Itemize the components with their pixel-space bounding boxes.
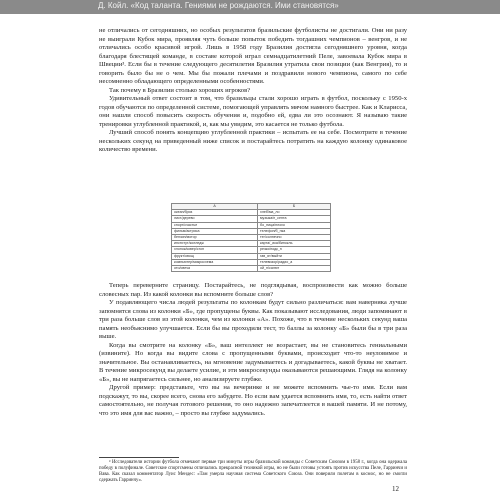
column-a-header: A (172, 204, 258, 210)
cell-b: резко/подк_п (258, 247, 331, 253)
cell-b: хлеб/ма_ло (258, 210, 331, 216)
page-header-bar (0, 0, 500, 14)
cell-b: ой_н/салют (258, 266, 331, 272)
table-row (172, 266, 331, 272)
paragraph: Лучший способ понять концепцию углубленной практики – испытать ее на себе. Посмотрите в течение нескольких секунд на приведенный ниже список и постарайтесь потратить на каждую колонку одинаковое количество времени. (99, 129, 407, 153)
cell-a: компьютер/микросхема (172, 259, 258, 265)
cell-a: институт/колледж (172, 241, 258, 247)
cell-a: фрукт/овощ (172, 253, 258, 259)
paragraph: Удивительный ответ состоит в том, что бразильцы стали хорошо играть в футбол, поскольку с 1950-х годов обучаются по определенной системе, помогающей управлять мячом намного быстрее. Как и Кларисса, они нашли способ повысить скорость обучения и, подобно ей, едва ли это осознают. Я называю такие тренировки углубленной практикой, и, как мы увидим, это касается не только футбола. (99, 95, 407, 128)
paragraph: Другой пример: представьте, что вы на вечеринке и не можете вспомнить чье-то имя. Если вам подскажут, то вы, скорее всего, снова его забудете. Но если вам удается вспомнить имя, то, есть найти ответ самостоятельно, не получая готового решения, то оно надежно запечатлеется в вашей памяти. И не потому, что это имя для вас важно, – просто вы глубже задумались. (99, 384, 407, 417)
cell-b: бо_ница/плохо (258, 222, 331, 228)
column-b-header: Б (258, 204, 331, 210)
cell-b: телефон/б_нка (258, 228, 331, 234)
page-number: 12 (392, 485, 399, 493)
cell-b: гав_ят/выйти (258, 253, 331, 259)
cell-a: хлопок/ковер/сгон (172, 247, 258, 253)
paragraph: У подавляющего числа людей результаты по колонкам будут сильно различаться: вам наверняка лучше запомнятся слова из колонки «Б», где пропущены буквы. Как показывают исследования, люди запоминают в три раза больше слов из этой колонки, чем из колонки «А». Похоже, что в течение нескольких секунд ваша память необъяснимо улучшается. Если бы вы проходили тест, то баллы за колонку «Б» были бы в три раза выше. (99, 299, 407, 340)
body-text-top (99, 27, 407, 155)
paragraph: Теперь переверните страницу. Постарайтесь, не подглядывая, воспроизвести как можно больше словесных пар. Из какой колонки вы вспомните больше слов? (99, 282, 407, 298)
footnote-text: ³ Исследователи истории футбола отмечают первые три минуты игры бразильской команды с Советским Союзом в 1958 г., когда она одержала победу в полуфинале. Советские спортсмены отличались прекрасной техникой игры, но не были готовы устоять против искусства Пеле, Гарринчи и Вава. Как сказал комментатор Луис Мендес: «Там умерла научная система Советского Союза. Они поверили полетам в космос, но не смогли сдержать Гарринчу». (99, 460, 407, 483)
running-header: Д. Койл. «Код таланта. Гениями не рождаются. Ими становятся» (98, 1, 339, 10)
cell-a: фильм/актриса (172, 228, 258, 234)
cell-a: бензин/мотор (172, 235, 258, 241)
cell-a: спорт/счастье (172, 222, 258, 228)
body-text-bottom (99, 282, 407, 418)
word-pairs-table (171, 203, 331, 272)
cell-a: лист/дерево (172, 216, 258, 222)
cell-b: тег/солнечно (258, 235, 331, 241)
word-pairs-table-wrapper (171, 203, 331, 272)
cell-a: ото/свеча (172, 266, 258, 272)
cell-b: телевизор/радио_а (258, 259, 331, 265)
cell-a: океан/бриз (172, 210, 258, 216)
paragraph: не отличались от сегодняшних, но особых результатов бразильские футболисты не достигали. Они ни разу не выиграли Кубок мира, проявляя чуть больше попыток победить тогдашних чемпионов – венгров, и не отличались особо красивой игрой. Лишь в 1958 году Бразилия достигла сегодняшнего уровня, когда благодаря блестящей команде, в составе которой играл семнадцатилетний Пеле, завоевала Кубок мира в Швеции³. Если бы в течение следующего десятилетия Бразилия утратила свои позиции (как Венгрия), то и говорить было бы не о чем. Мы бы пожали плечами и поздравили нового чемпиона, самого по себе несомненно обладающего определенными особенностями. (99, 27, 407, 85)
paragraph: Так почему в Бразилии столько хороших игроков? (109, 86, 251, 94)
cell-b: карта/_ика/бинокль (258, 241, 331, 247)
footnote-divider (99, 457, 179, 458)
cell-b: музыка/п_сента (258, 216, 331, 222)
footnote (99, 460, 407, 484)
paragraph: Когда вы смотрите на колонку «Б», ваш интеллект не возрастает, вы не становитесь гениальными (извините). Но когда вы видите слова с пропущенными буквами, происходит что-то неуловимое и значительное. Вы останавливаетесь, на мгновение задумываетесь и догадываетесь, какой буквы не хватает. В течение микросекунд вы делаете усилие, и эти микросекунды оказываются решающими. Глядя на колонку «Б», вы не напрягаетесь сильнее, но анализируете глубже. (99, 341, 407, 383)
